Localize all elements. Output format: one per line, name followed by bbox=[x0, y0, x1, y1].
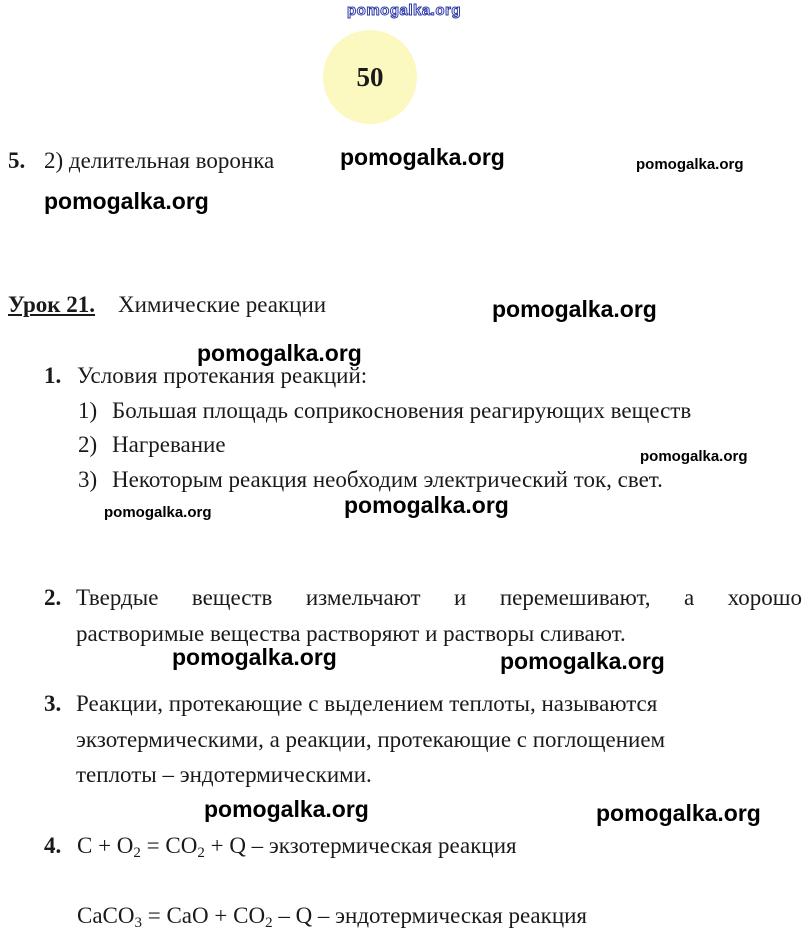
q1-item-1-text: Большая площадь соприкосновения реагирующих веществ bbox=[112, 398, 692, 423]
q1-item-3-text: Некоторым реакция необходим электрический ток, свет. bbox=[112, 467, 663, 492]
watermark: pomogalka.org bbox=[344, 492, 509, 518]
q2-number: 2. bbox=[44, 585, 62, 610]
q4-eq1-sub-b: 2 bbox=[197, 845, 205, 861]
q4-eq2-part-c: – Q – эндотермическая реакция bbox=[272, 903, 588, 928]
q5-number: 5. bbox=[8, 148, 26, 173]
watermark: pomogalka.org bbox=[197, 340, 362, 366]
q1-text: Условия протекания реакций: bbox=[77, 363, 368, 388]
q1-item-3-number: 3) bbox=[78, 467, 98, 492]
watermark: pomogalka.org bbox=[204, 796, 369, 822]
q1-item-2-number: 2) bbox=[78, 432, 98, 457]
q3-line-1: Реакции, протекающие с выделением теплоты, называются bbox=[76, 691, 658, 716]
watermark: pomogalka.org bbox=[500, 648, 665, 674]
q4-eq1-sub-a: 2 bbox=[133, 845, 141, 861]
watermark: pomogalka.org bbox=[44, 188, 209, 214]
q3-line-3: теплоты – эндотермическими. bbox=[76, 762, 372, 787]
q1-number: 1. bbox=[44, 363, 62, 388]
q1-item-2-text: Нагревание bbox=[112, 432, 226, 457]
q4-eq1-part-b: = CO bbox=[140, 833, 198, 858]
q4-number: 4. bbox=[44, 833, 62, 858]
q5-text: 2) делительная воронка bbox=[44, 148, 275, 173]
q4-eq1-part-a: C + O bbox=[77, 833, 134, 858]
watermark: pomogalka.org bbox=[492, 296, 657, 322]
watermark: pomogalka.org bbox=[340, 144, 505, 170]
watermark: pomogalka.org bbox=[636, 156, 744, 173]
page-number: 50 bbox=[356, 62, 384, 92]
q2-line-2: растворимые вещества растворяют и растворы сливают. bbox=[76, 621, 626, 646]
lesson-title: Химические реакции bbox=[118, 292, 327, 317]
q4-eq1-part-c: + Q – экзотермическая реакция bbox=[204, 833, 517, 858]
q4-eq2-sub-a: 3 bbox=[134, 915, 142, 931]
q4-equation-endothermic bbox=[77, 903, 587, 929]
q2-line-1: Твердые веществ измельчают и перемешивают, а хорошо bbox=[76, 585, 802, 610]
watermark: pomogalka.org bbox=[596, 800, 761, 826]
watermark: pomogalka.org bbox=[104, 504, 212, 521]
top-watermark: pomogalka.org bbox=[347, 2, 462, 19]
q4-equation-exothermic bbox=[77, 833, 517, 859]
lesson-label: Урок 21. bbox=[8, 292, 96, 317]
watermark: pomogalka.org bbox=[640, 448, 748, 465]
q4-eq2-part-a: CaCO bbox=[77, 903, 135, 928]
q4-eq2-sub-b: 2 bbox=[265, 915, 273, 931]
q3-line-2: экзотермическими, а реакции, протекающие с поглощением bbox=[76, 727, 666, 752]
q4-eq2-part-b: = CaO + CO bbox=[142, 903, 266, 928]
q3-number: 3. bbox=[44, 691, 62, 716]
watermark: pomogalka.org bbox=[172, 644, 337, 670]
q1-item-1-number: 1) bbox=[78, 398, 98, 423]
